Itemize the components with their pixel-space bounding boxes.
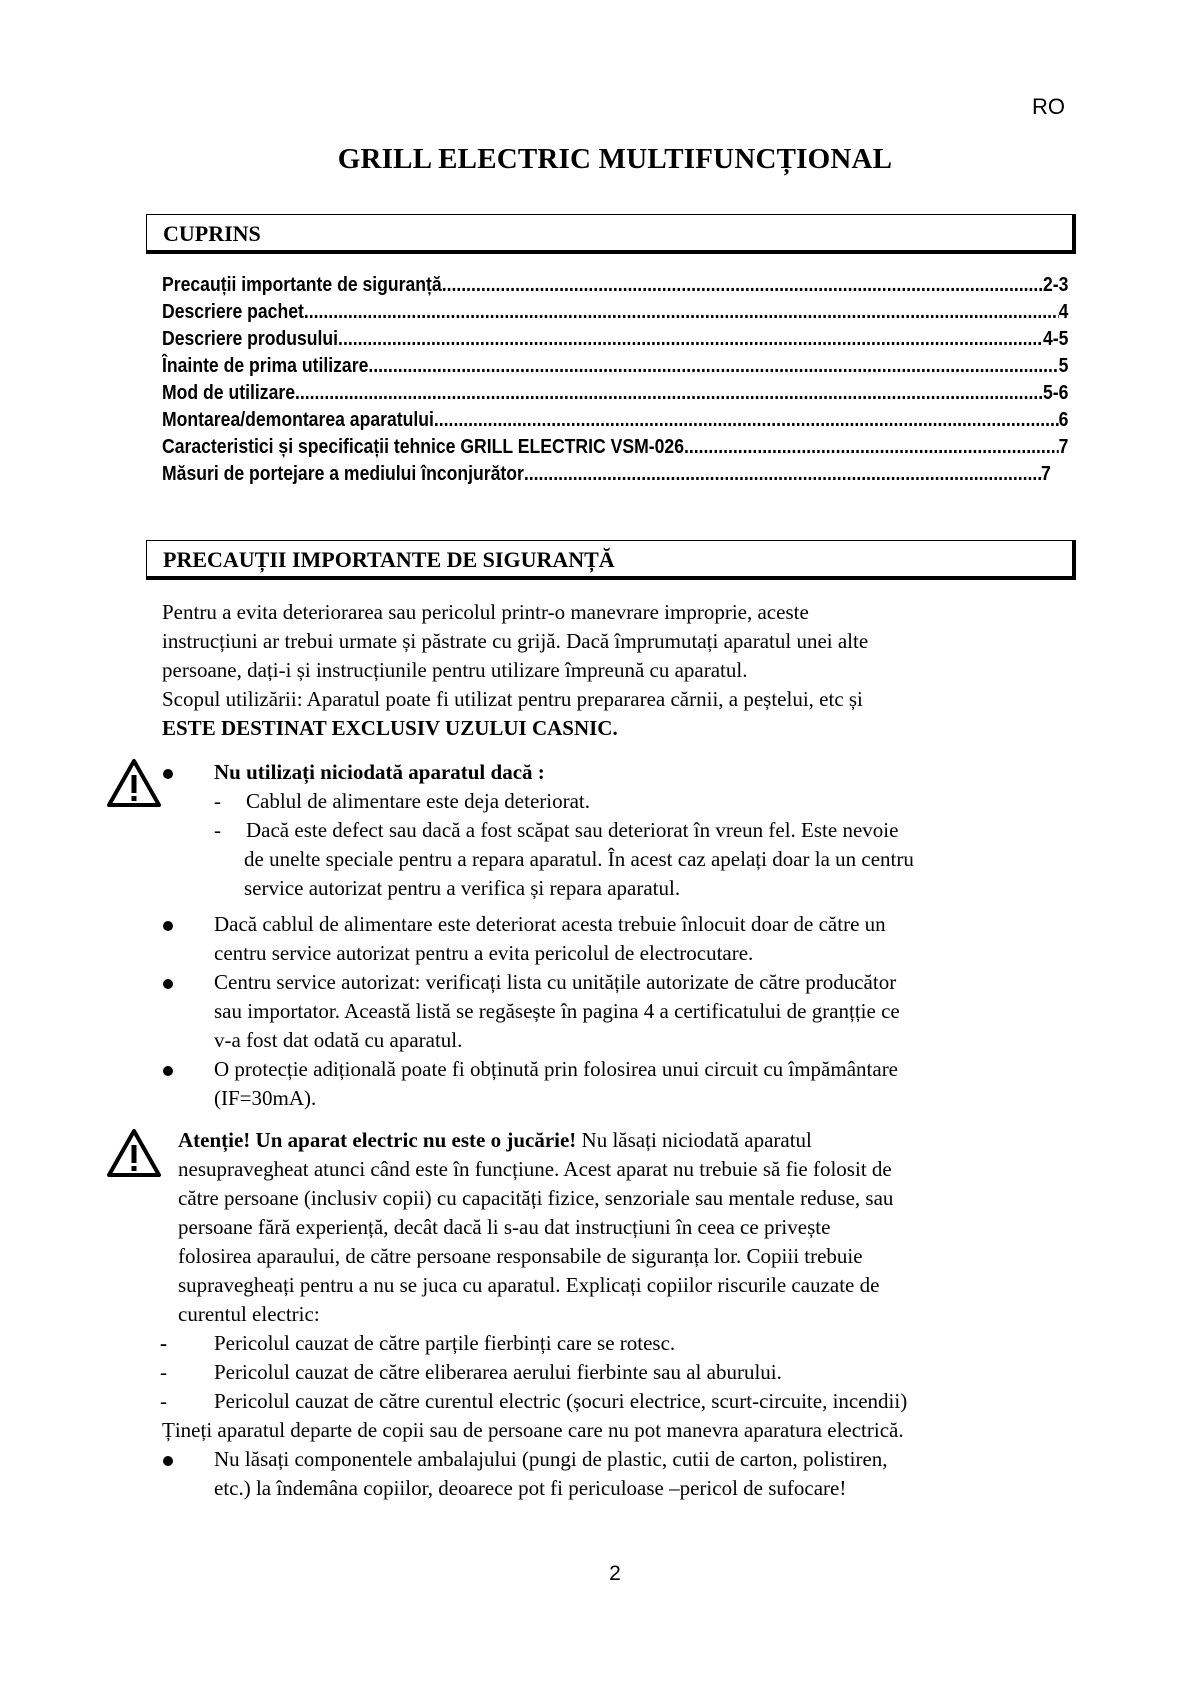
bullet-line: Centru service autorizat: verificați lista cu unitățile autorizate de către producător	[214, 970, 897, 994]
bullet-item	[214, 910, 1074, 968]
bullet-line: O protecție adițională poate fi obținută prin folosirea unui circuit cu împământare	[214, 1057, 899, 1081]
bullet-line: (IF=30mA).	[214, 1086, 317, 1110]
warning-triangle-icon	[106, 758, 162, 808]
sub-item-line: Dacă este defect sau dacă a fost scăpat sau deteriorat în vreun fel. Este nevoie	[246, 818, 899, 842]
bullet-icon	[163, 1456, 173, 1466]
sub-item	[246, 816, 1106, 903]
packaging-line: etc.) la îndemâna copiilor, deoarece pot fi periculoase –pericol de sufocare!	[214, 1476, 847, 1500]
child-safety-warning	[178, 1126, 1078, 1329]
sub-item: Cablul de alimentare este deja deteriorat.	[246, 789, 591, 813]
intro-line: Pentru a evita deteriorarea sau pericolul printr-o manevrare improprie, aceste	[162, 600, 809, 624]
intro-line: Scopul utilizării: Aparatul poate fi utilizat pentru prepararea cărnii, a peștelui, etc și	[162, 687, 863, 711]
warning2-line: curentul electric:	[178, 1302, 320, 1326]
danger-item: Pericolul cauzat de către parțile fierbinți care se rotesc.	[214, 1331, 676, 1355]
toc-entry-label: Măsuri de portejare a mediului înconjurător	[162, 463, 524, 485]
intro-line: instrucțiuni ar trebui urmate și păstrate cu grijă. Dacă împrumutați aparatul unei alte	[162, 629, 869, 653]
bullet-item	[214, 1055, 1094, 1113]
toc-entry-page: 4	[1058, 301, 1069, 323]
keep-away-notice: Țineți aparatul departe de copii sau de persoane care nu pot manevra aparatura electrică.	[162, 1418, 904, 1442]
bullet-line: Dacă cablul de alimentare este deteriorat acesta trebuie înlocuit doar de către un	[214, 912, 886, 936]
toc-entry-label: Precauții importante de siguranță	[162, 274, 442, 296]
dash-marker: -	[160, 1389, 167, 1413]
toc-entry-label: Înainte de prima utilizare	[162, 355, 369, 377]
table-of-contents	[162, 272, 1068, 488]
danger-item: Pericolul cauzat de către curentul electric (șocuri electrice, scurt-circuite, incendii)	[214, 1389, 908, 1413]
bullet-icon	[163, 979, 173, 989]
packaging-line: Nu lăsați componentele ambalajului (pungi de plastic, cutii de carton, polistiren,	[214, 1447, 888, 1471]
toc-entry-page: 7	[1058, 436, 1069, 458]
danger-item: Pericolul cauzat de către eliberarea aerului fierbinte sau al aburului.	[214, 1360, 782, 1384]
dash-marker: -	[160, 1360, 167, 1384]
page-number: 2	[609, 1562, 621, 1585]
dash-marker: -	[214, 789, 221, 813]
toc-heading-box	[146, 214, 1076, 254]
toc-entry-page: 2-3	[1042, 274, 1069, 296]
warning-triangle-icon	[106, 1128, 162, 1178]
intro-bold-notice: ESTE DESTINAT EXCLUSIV UZULUI CASNIC.	[162, 716, 618, 740]
toc-entry[interactable]	[162, 299, 1068, 326]
warning2-line: nesupravegheat atunci când este în funcțiune. Acest aparat nu trebuie să fie folosit de	[178, 1157, 892, 1181]
packaging-warning	[214, 1445, 1094, 1503]
intro-line: persoane, dați-i și instrucțiunile pentru utilizare împreună cu aparatul.	[162, 658, 748, 682]
warning-title: Nu utilizați niciodată aparatul dacă :	[214, 760, 545, 784]
bullet-item	[214, 968, 1094, 1055]
toc-entry[interactable]	[162, 380, 1068, 407]
toc-entry[interactable]	[162, 272, 1068, 299]
bullet-icon	[163, 769, 173, 779]
warning2-rest: Nu lăsați niciodată aparatul	[576, 1128, 812, 1152]
toc-entry-label: Descriere pachet	[162, 301, 304, 323]
sub-item-line: de unelte speciale pentru a repara aparatul. În acest caz apelați doar la un centru	[244, 847, 914, 871]
bullet-line: v-a fost dat odată cu aparatul.	[214, 1028, 463, 1052]
toc-entry-page: 6	[1058, 409, 1069, 431]
warning2-line: către persoane (inclusiv copii) cu capacități fizice, senzoriale sau mentale reduse, sau	[178, 1186, 894, 1210]
toc-entry-page: 7	[1041, 463, 1051, 485]
toc-entry[interactable]	[162, 461, 1051, 488]
warning2-line: folosirea aparaului, de către persoane responsabile de siguranța lor. Copiii trebuie	[178, 1244, 863, 1268]
toc-entry[interactable]	[162, 434, 1068, 461]
safety-heading-box	[146, 540, 1076, 580]
document-title: GRILL ELECTRIC MULTIFUNCȚIONAL	[337, 143, 893, 175]
toc-entry-label: Caracteristici și specificații tehnice GRILL ELECTRIC VSM-026	[162, 436, 684, 458]
dash-marker: -	[214, 818, 221, 842]
warning2-bold-lead: Atenție! Un aparat electric nu este o jucărie!	[178, 1128, 577, 1152]
toc-entry-label: Descriere produsului	[162, 328, 339, 350]
toc-entry[interactable]	[162, 353, 1068, 380]
language-code: RO	[1032, 94, 1065, 119]
toc-entry-page: 4-5	[1042, 328, 1069, 350]
toc-heading: CUPRINS	[163, 221, 261, 246]
toc-entry-label: Mod de utilizare	[162, 382, 295, 404]
toc-entry[interactable]	[162, 326, 1068, 353]
safety-heading: PRECAUȚII IMPORTANTE DE SIGURANȚĂ	[163, 547, 615, 572]
warning2-first-line	[178, 1126, 1078, 1155]
warning2-line: persoane fără experiență, decât dacă li s-au dat instrucțiuni în ceea ce privește	[178, 1215, 831, 1239]
toc-entry-page: 5-6	[1042, 382, 1069, 404]
bullet-icon	[163, 1066, 173, 1076]
toc-entry-page: 5	[1058, 355, 1069, 377]
toc-entry-label: Montarea/demontarea aparatului	[162, 409, 434, 431]
bullet-icon	[163, 921, 173, 931]
warning2-line: supravegheați pentru a nu se juca cu aparatul. Explicați copiilor riscurile cauzate de	[178, 1273, 880, 1297]
sub-item-line: service autorizat pentru a verifica și repara aparatul.	[244, 876, 681, 900]
toc-entry[interactable]	[162, 407, 1068, 434]
bullet-line: sau importator. Această listă se regăsește în pagina 4 a certificatului de granțție ce	[214, 999, 900, 1023]
dash-marker: -	[160, 1331, 167, 1355]
safety-intro	[162, 598, 1082, 743]
bullet-line: centru service autorizat pentru a evita pericolul de electrocutare.	[214, 941, 754, 965]
